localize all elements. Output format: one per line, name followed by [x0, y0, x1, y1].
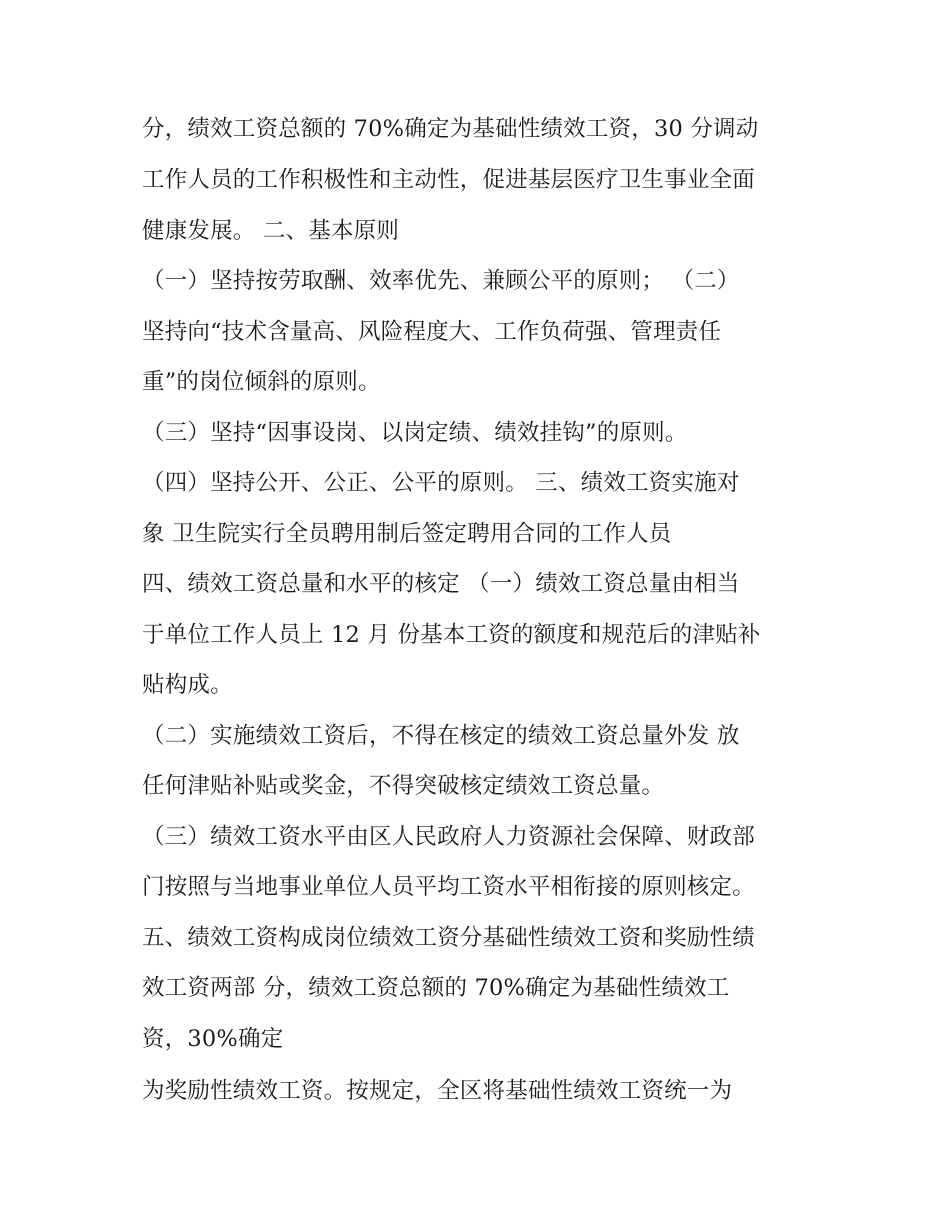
text-line-19: 资，30%确定	[142, 1026, 284, 1052]
text-line-8: （四）坚持公开、公正、公平的原则。 三、绩效工资实施对	[142, 470, 740, 496]
text-line-20: 为奖励性绩效工资。按规定，全区将基础性绩效工资统一为	[142, 1078, 733, 1104]
text-line-18: 效工资两部 分，绩效工资总额的 70%确定为基础性绩效工	[142, 975, 730, 1001]
text-line-6: 重”的岗位倾斜的原则。	[142, 369, 381, 395]
text-line-2: 工作人员的工作积极性和主动性，促进基层医疗卫生事业全面	[142, 167, 755, 193]
text-line-9: 象 卫生院实行全员聘用制后签定聘用合同的工作人员	[142, 521, 672, 547]
text-line-3: 健康发展。 二、基本原则	[142, 218, 400, 244]
text-line-12: 贴构成。	[142, 672, 233, 698]
text-line-17: 五、绩效工资构成岗位绩效工资分基础性绩效工资和奖励性绩	[142, 925, 755, 951]
text-line-1: 分，绩效工资总额的 70%确定为基础性绩效工资，30 分调动	[142, 116, 759, 142]
text-line-13: （二）实施绩效工资后，不得在核定的绩效工资总量外发 放	[142, 723, 740, 749]
text-line-11: 于单位工作人员上 12 月 份基本工资的额度和规范后的津贴补	[142, 622, 761, 648]
text-line-15: （三）绩效工资水平由区人民政府人力资源社会保障、财政部	[142, 824, 755, 850]
text-line-5: 坚持向“技术含量高、风险程度大、工作负荷强、管理责任	[142, 319, 722, 345]
text-line-7: （三）坚持“因事设岗、以岗定绩、绩效挂钩”的原则。	[142, 420, 688, 446]
text-line-4: （一）坚持按劳取酬、效率优先、兼顾公平的原则； （二）	[142, 268, 740, 294]
text-line-16: 门按照与当地事业单位人员平均工资水平相衔接的原则核定。	[142, 874, 755, 900]
text-line-10: 四、绩效工资总量和水平的核定 （一）绩效工资总量由相当	[142, 571, 740, 597]
text-line-14: 任何津贴补贴或奖金，不得突破核定绩效工资总量。	[142, 773, 665, 799]
